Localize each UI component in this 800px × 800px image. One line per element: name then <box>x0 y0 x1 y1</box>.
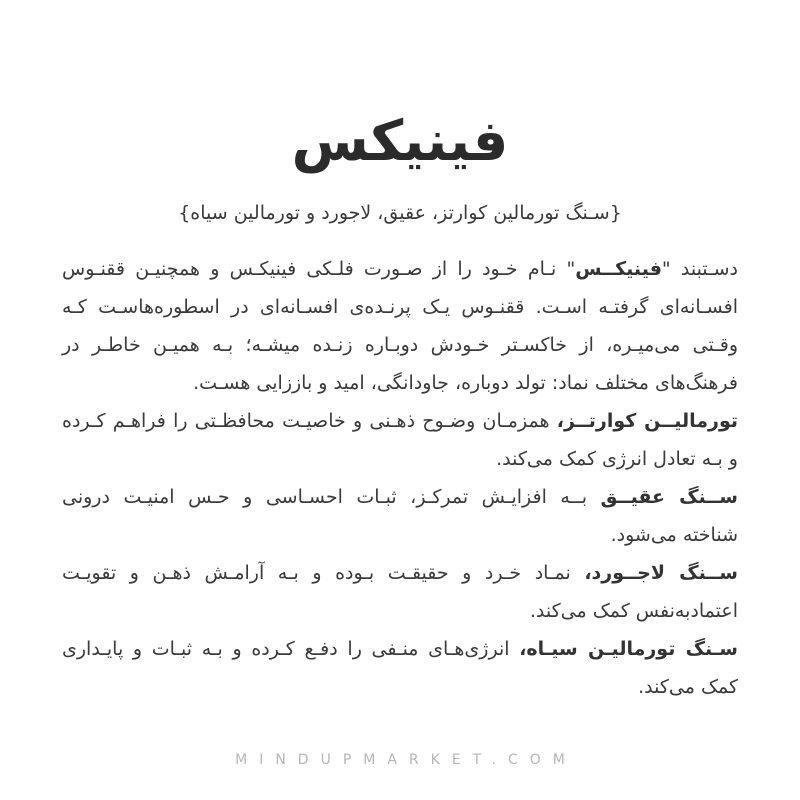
body-line <box>62 630 738 668</box>
body-line <box>62 592 738 630</box>
body-text-segment: نمـاد خـرد و حقیقـت بـوده و بـه آرامـش ذهـن و تقویـت <box>62 562 585 584</box>
body-text <box>62 250 738 706</box>
body-text-segment-bold: ســنگ عقیــق <box>600 486 738 508</box>
body-text-segment: و بـه تعادل انرژی کمک می‌کند. <box>496 448 738 470</box>
body-text-segment: وقـتی می‌میـره، از خاکسـتر خـودش دوبـاره زنـده میشـه؛ بـه همیـن خاطـر در <box>62 334 738 356</box>
body-text-segment: شناخته می‌شود. <box>610 524 738 546</box>
body-text-segment: کمک می‌کند. <box>638 676 738 698</box>
body-line <box>62 402 738 440</box>
body-line <box>62 364 738 402</box>
body-text-segment: " نـام خـود را از صـورت فلـکی فینیکـس و همچنیـن ققنـوس <box>62 258 576 280</box>
body-text-segment-bold: سـنگ تورمالیـن سیـاه، <box>519 638 738 660</box>
body-line <box>62 250 738 288</box>
body-text-segment: بــه افزایـش تمرکـز، ثبـات احسـاسی و حـس امنیـت درونی <box>62 486 601 508</box>
body-text-segment-bold: تورمالیــن کوارتــز، <box>556 410 738 432</box>
body-text-segment: دسـتبند " <box>661 258 738 280</box>
body-line <box>62 288 738 326</box>
body-line <box>62 516 738 554</box>
body-text-segment: انرژی‌هـای منـفی را دفـع کـرده و بـه ثبـات و پایـداری <box>62 638 520 660</box>
body-line <box>62 440 738 478</box>
body-line <box>62 326 738 364</box>
body-text-segment-bold: فینیکــس <box>575 258 662 280</box>
subtitle-stones-list: {سـنگ تورمالین کوارتز، عقیق، لاجورد و تورمالین سیاه} <box>178 202 622 224</box>
body-text-segment: همزمـان وضـوح ذهـنی و خاصیـت محافظـتی را فراهـم کـرده <box>62 410 557 432</box>
footer-watermark: MINDUPMARKET.COM <box>235 752 577 768</box>
body-text-segment: اعتمادبه‌نفس کمک می‌کند. <box>529 600 738 622</box>
body-text-segment-bold: ســنگ لاجــورد، <box>584 562 738 584</box>
body-line <box>62 554 738 592</box>
body-text-segment: افسـانه‌ای گرفتـه اسـت. ققنـوس یـک پرنـده‌ی افسـانه‌ای در اسطوره‌هاسـت کـه <box>62 296 738 318</box>
page-title: فینیکس <box>291 109 509 174</box>
body-text-segment: فرهنگ‌های مختلف نماد: تولد دوباره، جاودانگی، امید و باززایی هسـت. <box>193 372 738 394</box>
body-line <box>62 478 738 516</box>
body-line <box>62 668 738 706</box>
